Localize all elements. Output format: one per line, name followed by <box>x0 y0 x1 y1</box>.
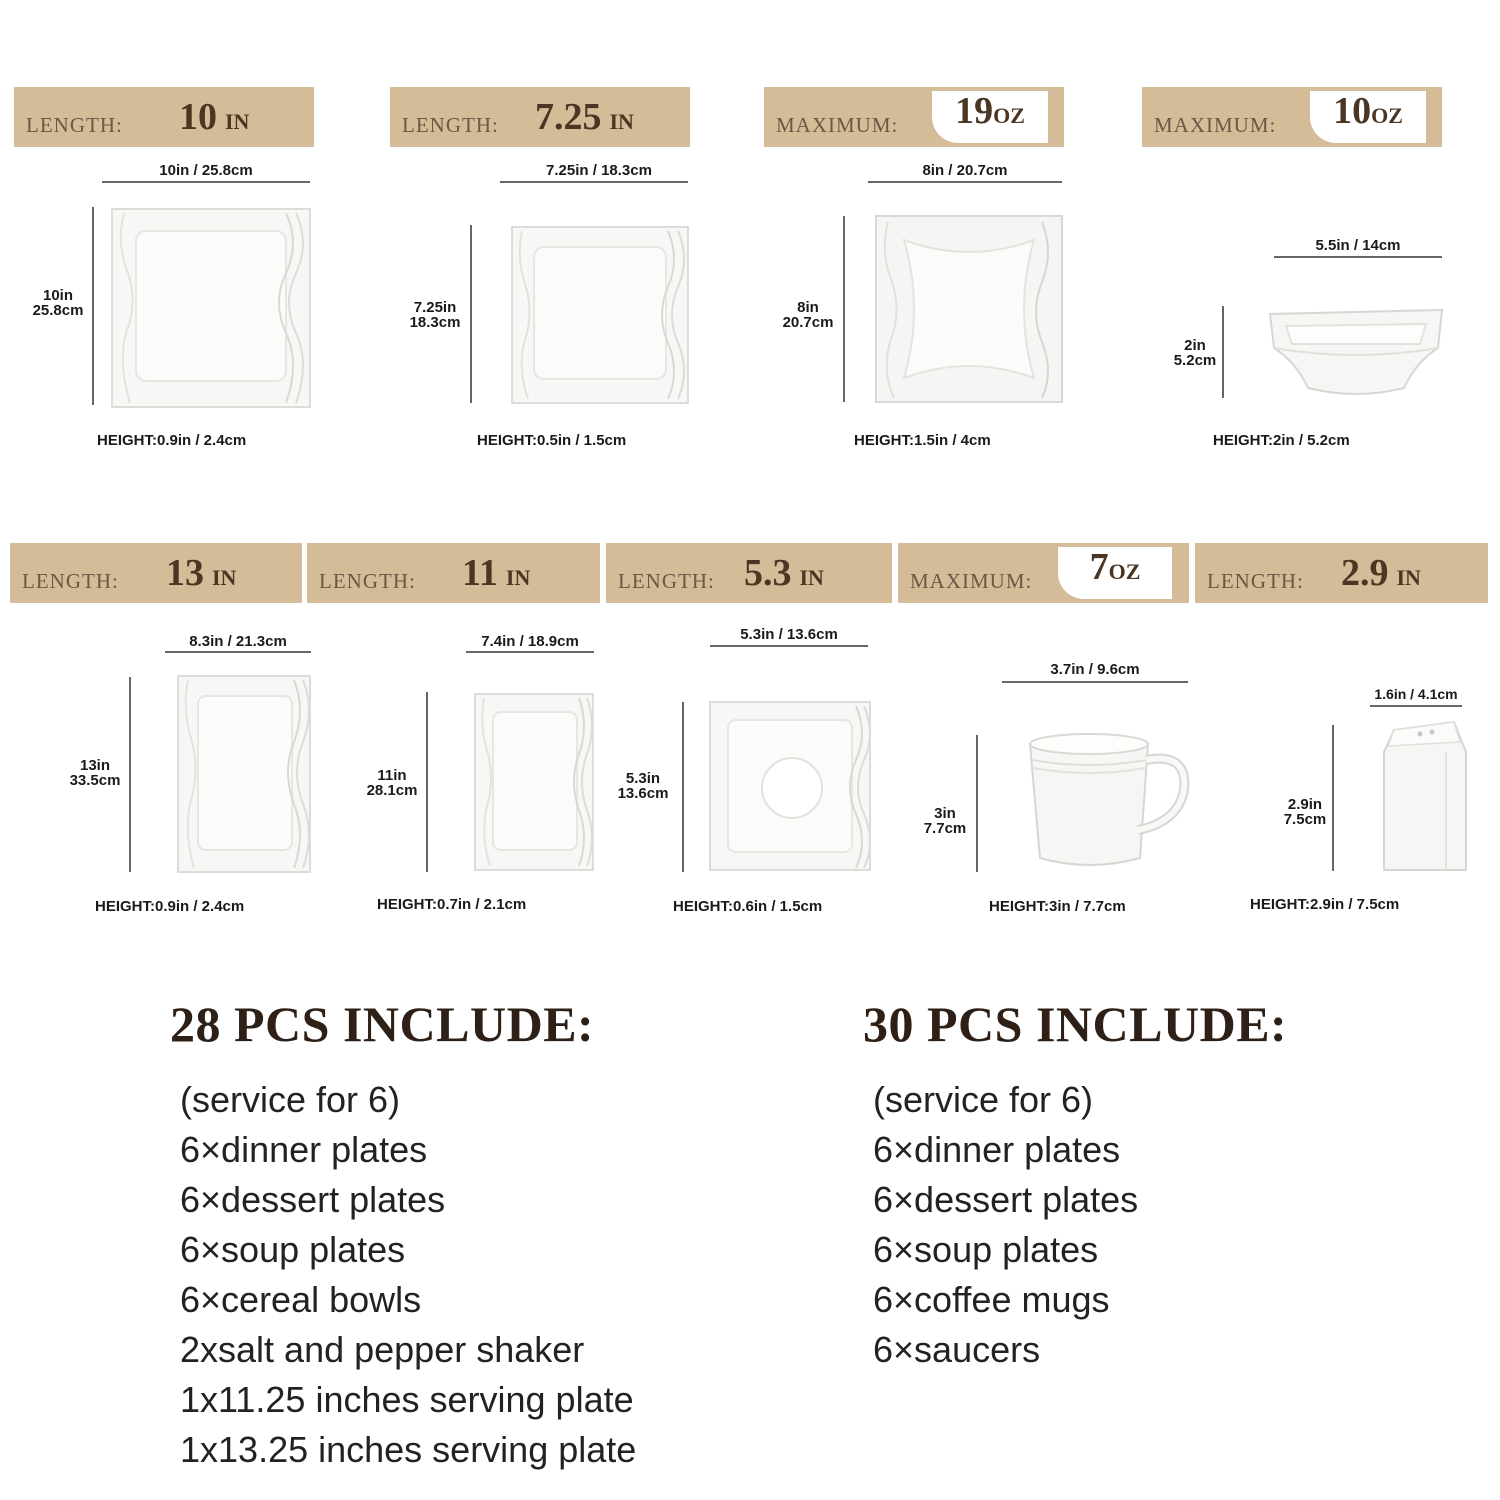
set-28-pcs <box>170 995 636 1475</box>
banner-value: 13 IN <box>166 552 237 594</box>
banner-label: LENGTH: <box>402 113 499 137</box>
width-line <box>1274 256 1442 258</box>
list-item: (service for 6) <box>873 1079 1094 1120</box>
width-label: 1.6in / 4.1cm <box>1374 686 1458 702</box>
list-item: 6×dessert plates <box>180 1179 446 1220</box>
capacity-badge <box>1058 547 1172 599</box>
length-banner <box>10 543 302 603</box>
side-label: 3in 7.7cm <box>923 805 967 837</box>
height-label: HEIGHT:2.9in / 7.5cm <box>1250 896 1400 913</box>
width-line <box>868 181 1062 183</box>
set-30-pcs <box>863 995 1287 1375</box>
width-label: 10in / 25.8cm <box>159 162 253 179</box>
list-item: 6×cereal bowls <box>180 1279 422 1320</box>
width-label: 5.5in / 14cm <box>1315 237 1401 254</box>
side-label: 2.9in 7.5cm <box>1283 796 1327 828</box>
serving-plate-small-image <box>473 692 595 872</box>
width-line <box>1002 681 1188 683</box>
length-banner <box>307 543 600 603</box>
banner-label: LENGTH: <box>22 569 119 593</box>
banner-value: 5.3 IN <box>744 552 824 594</box>
height-label: HEIGHT:0.7in / 2.1cm <box>377 896 527 913</box>
banner-value: 10OZ <box>1333 90 1403 132</box>
length-banner <box>1195 543 1488 603</box>
width-label: 3.7in / 9.6cm <box>1050 661 1140 678</box>
banner-value: 2.9 IN <box>1341 552 1421 594</box>
width-label: 5.3in / 13.6cm <box>740 626 838 643</box>
length-banner <box>14 87 314 147</box>
banner-label: LENGTH: <box>26 113 123 137</box>
list-item: 6×saucers <box>873 1329 1041 1370</box>
height-label: HEIGHT:0.6in / 1.5cm <box>673 898 823 915</box>
side-line <box>976 735 978 872</box>
dinner-plate-image <box>110 207 312 409</box>
dessert-plate-image <box>510 225 690 405</box>
set-list <box>180 1075 636 1475</box>
banner-label: MAXIMUM: <box>910 569 1033 593</box>
width-line <box>102 181 310 183</box>
list-item: 6×dinner plates <box>873 1129 1121 1170</box>
width-label: 8.3in / 21.3cm <box>189 633 287 650</box>
height-label: HEIGHT:1.5in / 4cm <box>854 432 991 449</box>
cereal-bowl-image <box>1266 304 1446 400</box>
width-line <box>165 651 311 653</box>
banner-value: 7.25 IN <box>535 96 634 138</box>
banner-value: 19OZ <box>955 90 1025 132</box>
capacity-banner <box>764 87 1064 147</box>
capacity-banner <box>898 543 1189 603</box>
side-label: 2in 5.2cm <box>1173 337 1217 369</box>
height-label: HEIGHT:2in / 5.2cm <box>1213 432 1350 449</box>
banner-value: 11 IN <box>462 552 531 594</box>
side-label: 5.3in 13.6cm <box>617 770 669 802</box>
list-item: 1x11.25 inches serving plate <box>180 1379 634 1420</box>
set-title: 30 PCS INCLUDE: <box>863 996 1288 1052</box>
serving-plate-large-image <box>176 674 312 874</box>
saucer-image <box>708 700 872 872</box>
width-line <box>500 181 688 183</box>
length-banner <box>390 87 690 147</box>
banner-label: LENGTH: <box>319 569 416 593</box>
height-label: HEIGHT:0.5in / 1.5cm <box>477 432 627 449</box>
banner-label: MAXIMUM: <box>1154 113 1277 137</box>
height-label: HEIGHT:3in / 7.7cm <box>989 898 1126 915</box>
side-label: 10in 25.8cm <box>32 287 84 319</box>
list-item: (service for 6) <box>180 1079 401 1120</box>
side-label: 8in 20.7cm <box>782 299 834 331</box>
width-line <box>466 651 594 653</box>
capacity-badge <box>1310 91 1426 143</box>
width-label: 7.4in / 18.9cm <box>481 633 579 650</box>
list-item: 2xsalt and pepper shaker <box>180 1329 585 1370</box>
height-label: HEIGHT:0.9in / 2.4cm <box>95 898 245 915</box>
width-label: 8in / 20.7cm <box>922 162 1008 179</box>
list-item: 6×dessert plates <box>873 1179 1139 1220</box>
side-label: 11in 28.1cm <box>366 767 418 799</box>
side-label: 13in 33.5cm <box>69 757 121 789</box>
coffee-mug-image <box>1022 730 1190 874</box>
set-title: 28 PCS INCLUDE: <box>170 996 595 1052</box>
width-line <box>1370 705 1462 707</box>
width-label: 7.25in / 18.3cm <box>546 162 652 179</box>
capacity-badge <box>932 91 1048 143</box>
list-item: 1x13.25 inches serving plate <box>180 1429 637 1470</box>
capacity-banner <box>1142 87 1442 147</box>
list-item: 6×soup plates <box>873 1229 1099 1270</box>
shaker-image <box>1380 712 1470 874</box>
height-label: HEIGHT:0.9in / 2.4cm <box>97 432 247 449</box>
list-item: 6×coffee mugs <box>873 1279 1110 1320</box>
soup-plate-image <box>874 214 1064 404</box>
banner-label: LENGTH: <box>618 569 715 593</box>
banner-label: LENGTH: <box>1207 569 1304 593</box>
width-line <box>710 645 868 647</box>
list-item: 6×dinner plates <box>180 1129 428 1170</box>
banner-value: 10 IN <box>179 96 250 138</box>
set-list <box>873 1075 1287 1375</box>
side-label: 7.25in 18.3cm <box>409 299 461 331</box>
banner-value: 7OZ <box>1089 546 1141 588</box>
list-item: 6×soup plates <box>180 1229 406 1270</box>
length-banner <box>606 543 892 603</box>
banner-label: MAXIMUM: <box>776 113 899 137</box>
